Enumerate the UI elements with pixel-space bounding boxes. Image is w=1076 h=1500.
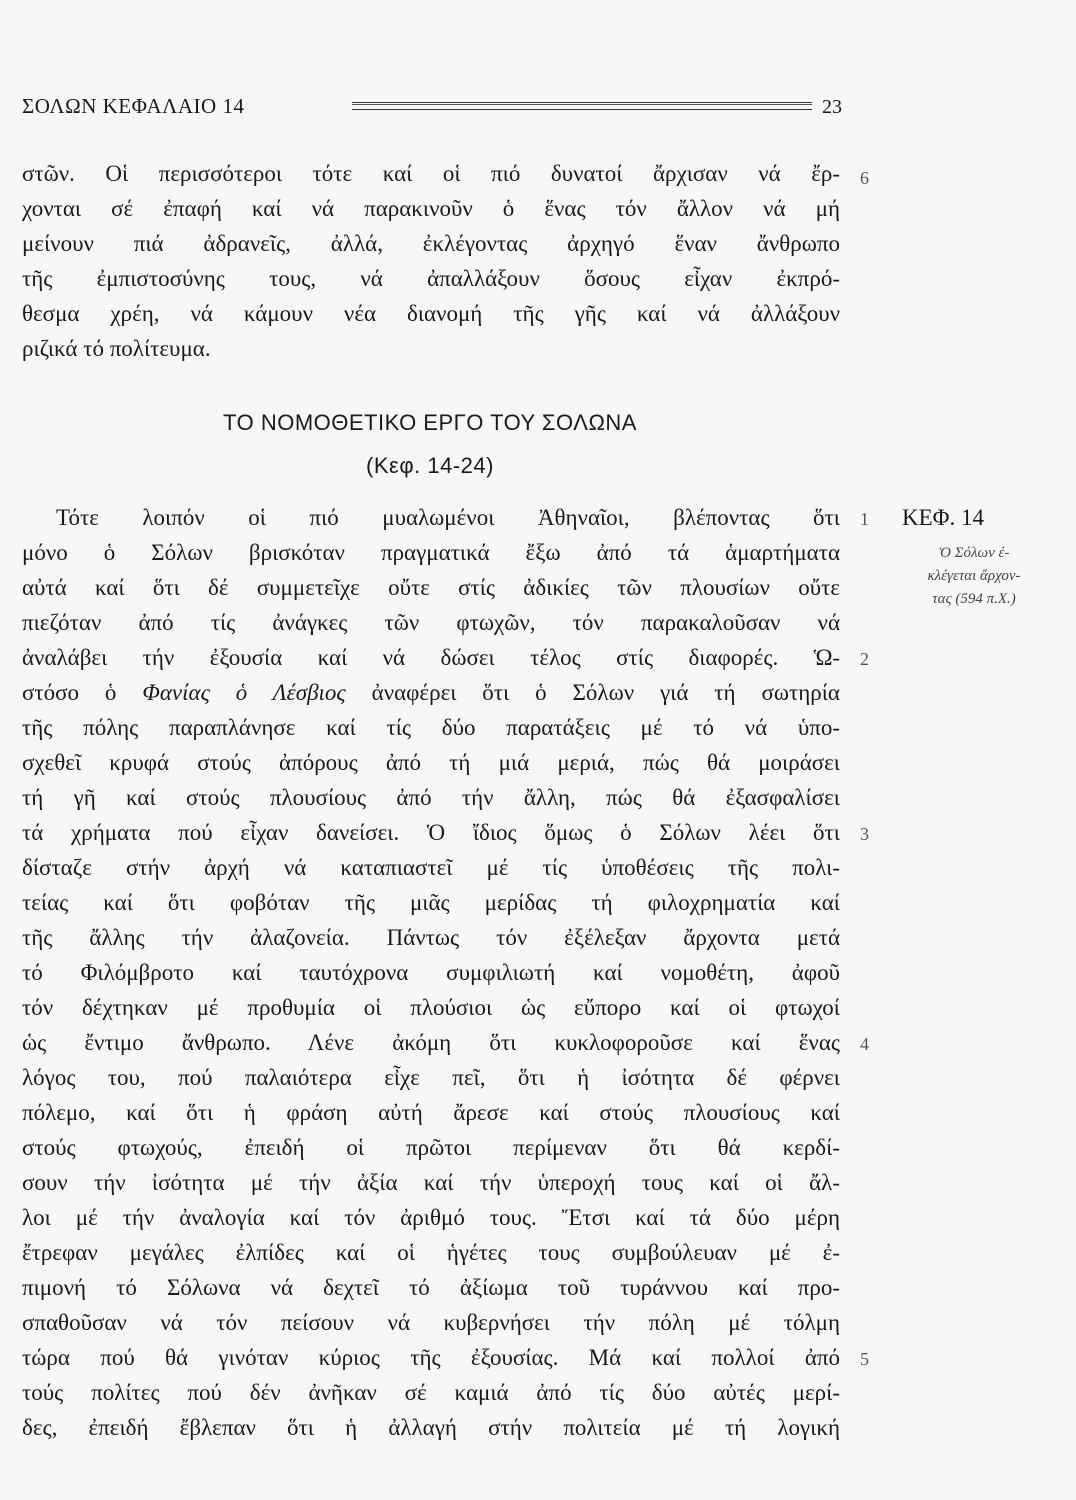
text-line: Τότε λοιπόν οἱ πιό μυαλωμένοι Ἀθηναῖοι, βλέποντας ὅτι — [56, 505, 840, 530]
text-line: πιμονή τό Σόλωνα νά δεχτεῖ τό ἀξίωμα τοῦ τυράννου καί προ- — [22, 1275, 840, 1300]
text-line: δες, ἐπειδή ἔβλεπαν ὅτι ἡ ἀλλαγή στήν πολιτεία μέ τή λογική — [22, 1415, 840, 1440]
text-line: στούς φτωχούς, ἐπειδή οἱ πρῶτοι περίμεναν ὅτι θά κερδί- — [22, 1135, 840, 1160]
text-line: πιεζόταν ἀπό τίς ἀνάγκες τῶν φτωχῶν, τόν παρακαλοῦσαν νά — [22, 610, 840, 635]
text-line: ἔτρεφαν μεγάλες ἐλπίδες καί οἱ ἡγέτες τους συμβούλευαν μέ ἐ- — [22, 1240, 840, 1265]
text-line: τόν δέχτηκαν μέ προθυμία οἱ πλούσιοι ὡς εὔπορο καί οἱ φτωχοί — [22, 995, 840, 1020]
margin-paragraph-number: 2 — [860, 649, 869, 669]
header-rule — [352, 102, 812, 110]
text-line: δίσταζε στήν ἀρχή νά καταπιαστεῖ μέ τίς ὑποθέσεις τῆς πολι- — [22, 855, 840, 880]
text-line: τῆς ἐμπιστοσύνης τους, νά ἀπαλλάξουν ὅσους εἶχαν ἐκπρό- — [22, 266, 840, 291]
text-line: τῆς πόλης παραπλάνησε καί τίς δύο παρατάξεις μέ τό νά ὑπο- — [22, 715, 840, 740]
text-line: μείνουν πιά ἀδρανεῖς, ἀλλά, ἐκλέγοντας ἀρχηγό ἕναν ἄνθρωπο — [22, 231, 840, 256]
text-line: τούς πολίτες πού δέν ἀνῆκαν σέ καμιά ἀπό τίς δύο αὐτές μερί- — [22, 1380, 840, 1405]
text-line: θεσμα χρέη, νά κάμουν νέα διανομή τῆς γῆς καί νά ἀλλάξουν — [22, 301, 840, 326]
text-line — [22, 676, 840, 710]
text-line: μόνο ὁ Σόλων βρισκόταν πραγματικά ἔξω ἀπό τά ἁμαρτήματα — [22, 540, 840, 565]
text-line: σουν τήν ἰσότητα μέ τήν ἀξία καί τήν ὑπεροχή τους καί οἱ ἄλ- — [22, 1170, 840, 1195]
text-line: λόγος του, πού παλαιότερα εἶχε πεῖ, ὅτι ἡ ἰσότητα δέ φέρνει — [22, 1065, 840, 1090]
text-line: τώρα πού θά γινόταν κύριος τῆς ἐξουσίας. Μά καί πολλοί ἀπό — [22, 1345, 840, 1370]
text-line: τῆς ἄλλης τήν ἀλαζονεία. Πάντως τόν ἐξέλεξαν ἄρχοντα μετά — [22, 925, 840, 950]
text-line: χονται σέ ἐπαφή καί νά παρακινοῦν ὁ ἕνας τόν ἄλλον νά μή — [22, 196, 840, 221]
section-heading: ΤΟ ΝΟΜΟΘΕΤΙΚΟ ΕΡΓΟ ΤΟΥ ΣΟΛΩΝΑ — [223, 410, 637, 435]
text-line: τό Φιλόμβροτο καί ταυτόχρονα συμφιλιωτή καί νομοθέτη, ἀφοῦ — [22, 960, 840, 985]
running-title: ΣΟΛΩΝ ΚΕΦΑΛΑΙΟ 14 — [22, 94, 245, 118]
text-run: στόσο ὁ — [22, 680, 143, 705]
text-line: τείας καί ὅτι φοβόταν τῆς μιᾶς μερίδας τή φιλοχρηματία καί — [22, 890, 840, 915]
margin-paragraph-number: 6 — [860, 168, 869, 188]
margin-paragraph-number: 1 — [860, 509, 869, 529]
chapter-label: ΚΕΦ. 14 — [902, 505, 984, 530]
margin-paragraph-number: 5 — [860, 1349, 869, 1369]
text-line: αὐτά καί ὅτι δέ συμμετεῖχε οὔτε στίς ἀδικίες τῶν πλουσίων οὔτε — [22, 575, 840, 600]
margin-note-line: κλέγεται ἄρχον- — [927, 568, 1021, 584]
text-line: ὡς ἔντιμο ἄνθρωπο. Λένε ἀκόμη ὅτι κυκλοφοροῦσε καί ἕνας — [22, 1030, 840, 1055]
text-line: ἀναλάβει τήν ἐξουσία καί νά δώσει τέλος στίς διαφορές. Ὡ- — [22, 645, 840, 670]
margin-paragraph-number: 3 — [860, 824, 869, 844]
page-number: 23 — [822, 96, 842, 118]
text-line: πόλεμο, καί ὅτι ἡ φράση αὐτή ἄρεσε καί στούς πλουσίους καί — [22, 1100, 840, 1125]
section-subheading: (Κεφ. 14-24) — [366, 453, 494, 478]
text-run: ἀναφέρει ὅτι ὁ Σόλων γιά τή σωτηρία — [345, 680, 840, 705]
text-line: λοι μέ τήν ἀναλογία καί τόν ἀριθμό τους. Ἔτσι καί τά δύο μέρη — [22, 1205, 840, 1230]
text-line: σχεθεῖ κρυφά στούς ἀπόρους ἀπό τή μιά μεριά, πώς θά μοιράσει — [22, 750, 840, 775]
text-line: στῶν. Οἱ περισσότεροι τότε καί οἱ πιό δυνατοί ἄρχισαν νά ἔρ- — [22, 161, 840, 186]
text-line: σπαθοῦσαν νά τόν πείσουν νά κυβερνήσει τήν πόλη μέ τόλμη — [22, 1310, 840, 1335]
page-header — [22, 94, 842, 124]
margin-note-line: Ὁ Σόλων ἐ- — [938, 545, 1010, 561]
margin-note-line: τας (594 π.Χ.) — [932, 591, 1016, 607]
margin-paragraph-number: 4 — [860, 1034, 869, 1054]
text-line: τά χρήματα πού εἶχαν δανείσει. Ὁ ἴδιος ὅμως ὁ Σόλων λέει ὅτι — [22, 820, 840, 845]
text-line: τή γῆ καί στούς πλουσίους ἀπό τήν ἄλλη, πώς θά ἐξασφαλίσει — [22, 785, 840, 810]
text-line: ριζικά τό πολίτευμα. — [22, 336, 211, 361]
cited-author: Φανίας ὁ Λέσβιος — [142, 680, 346, 705]
